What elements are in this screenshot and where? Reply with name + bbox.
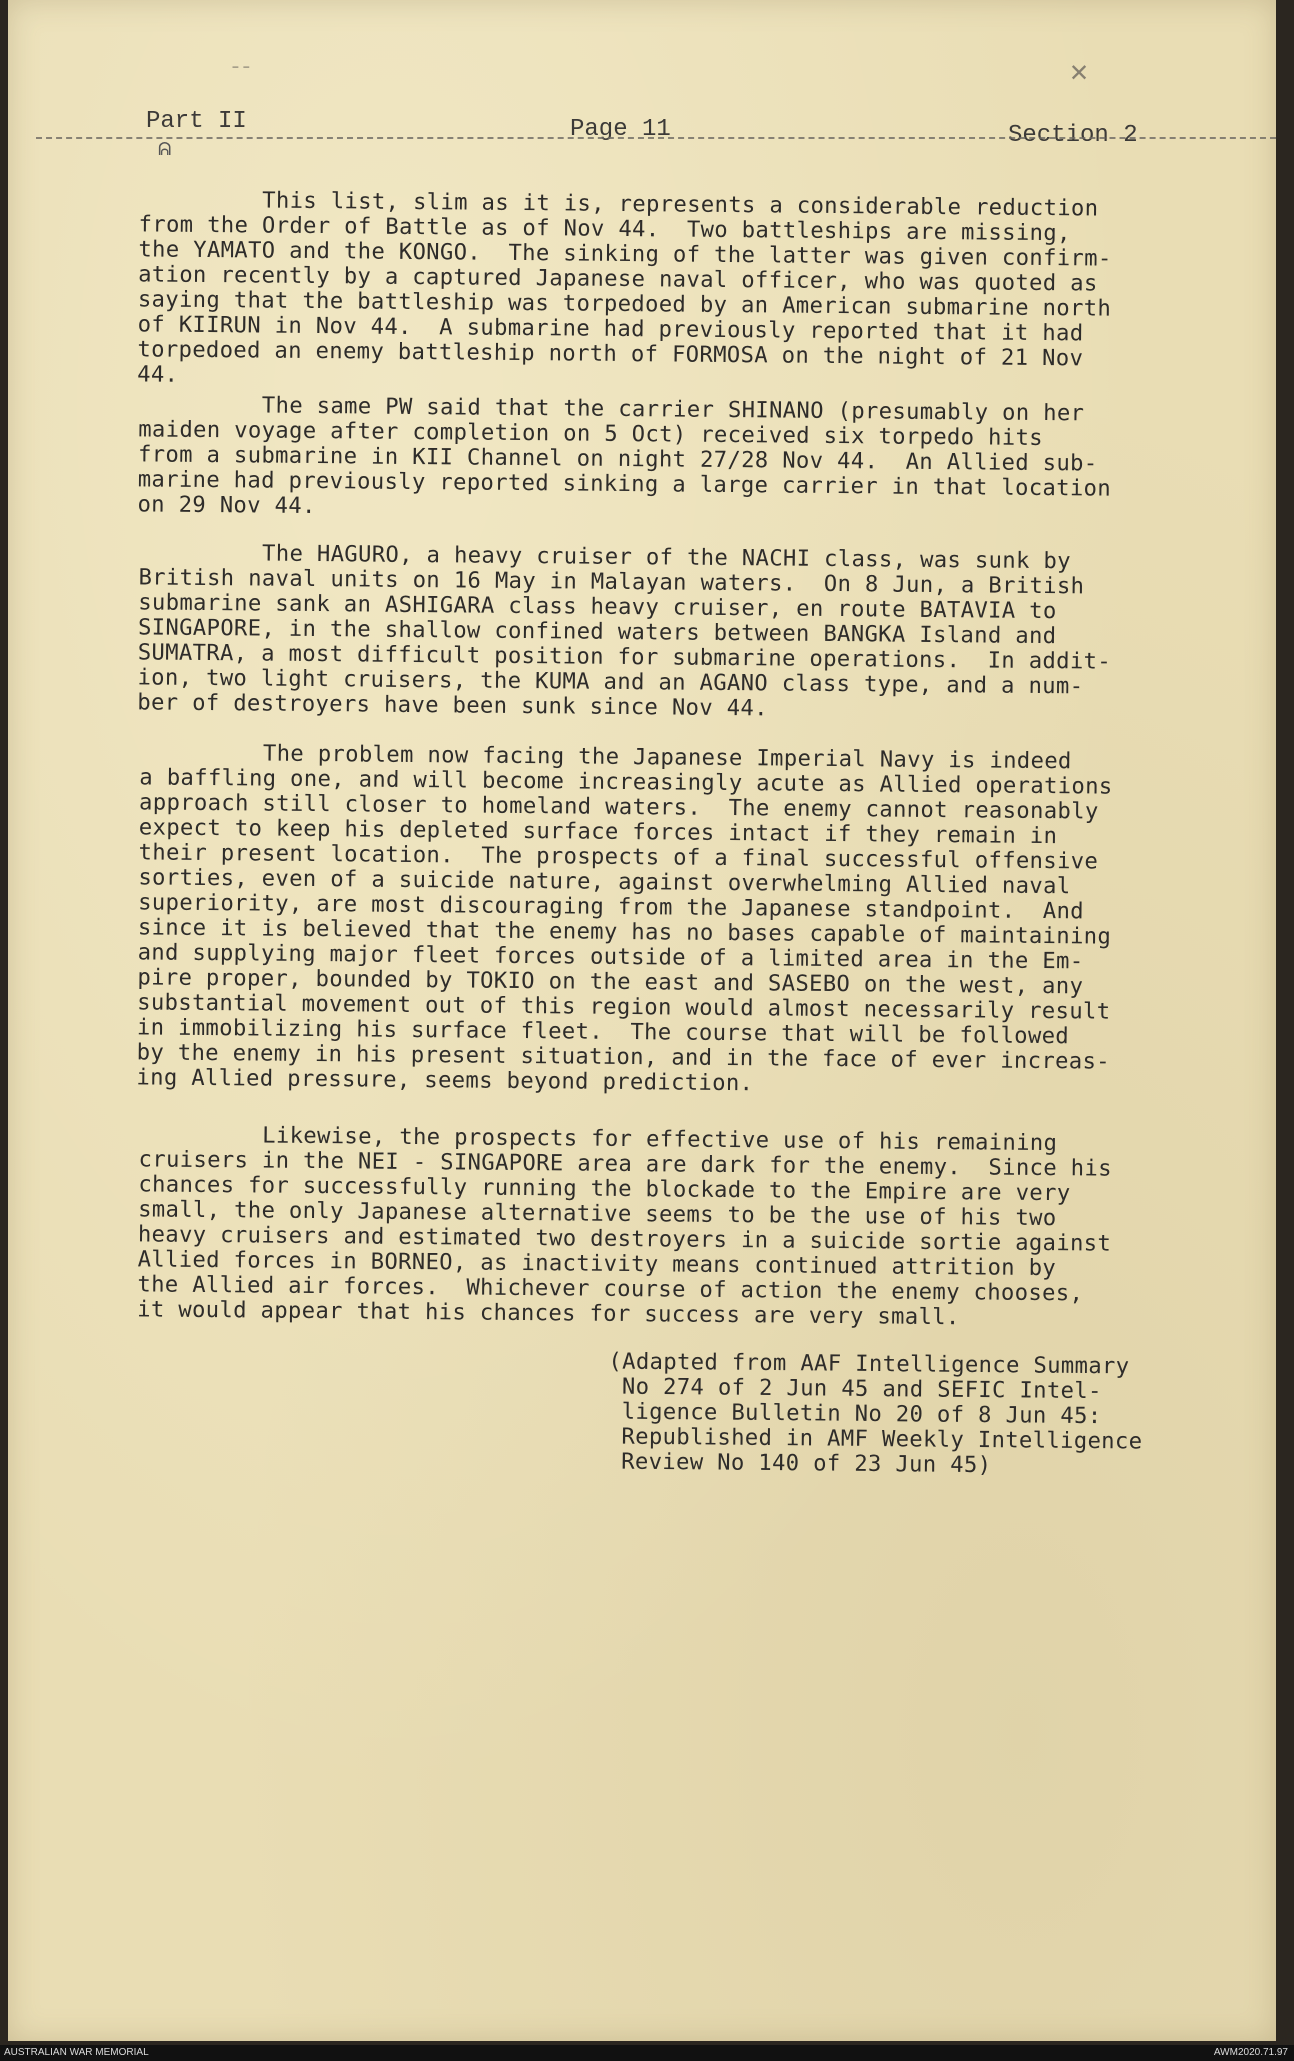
source-note: (Adapted from AAF Intelligence Summary No 274 of 2 Jun 45 and SEFIC Intel- ligence Bulletin No 20 of 8 Jun 45: Republished in AMF Weekly Intelligence Review No 140 of 23 Jun 45) bbox=[607, 1348, 1143, 1479]
archive-footer bbox=[0, 2045, 1294, 2061]
document-page bbox=[8, 0, 1276, 2041]
part-label: Part II bbox=[146, 108, 247, 135]
paragraph-2: The same PW said that the carrier SHINANO (presumably on her maiden voyage after completion on 5 Oct) received six torpedo hits from a submarine in KII Channel on night 27/28 Nov 44. An Allied sub- marine had previously reported sinking a large carrier in that location on 29 Nov 44. bbox=[137, 391, 1112, 520]
pencil-mark-right: ✕ bbox=[1070, 57, 1089, 91]
page-header bbox=[146, 108, 1146, 148]
archive-name: AUSTRALIAN WAR MEMORIAL bbox=[4, 2047, 149, 2058]
paragraph-5: Likewise, the prospects for effective use of his remaining cruisers in the NEI - SINGAPORE area are dark for the enemy. Since his chances for successfully running the blockade to the Empire are very small, the only Japanese alternative seems to be the use of his two heavy cruisers and estimated two destroyers in a suicide sortie against Allied forces in BORNEO, as inactivity means continued attrition by the Allied air forces. Whichever course of action the enemy chooses, it would appear that his chances for success are very small. bbox=[137, 1121, 1112, 1331]
handwritten-mark: ᕱ bbox=[158, 141, 172, 161]
pencil-mark-left: ⁻⁻ bbox=[230, 62, 252, 82]
paragraph-3: The HAGURO, a heavy cruiser of the NACHI class, was sunk by British naval units on 16 May in Malayan waters. On 8 Jun, a British submarine sank an ASHIGARA class heavy cruiser, en route BATAVIA to SINGAPORE, in the shallow confined waters between BANGKA Island and SUMATRA, a most difficult position for submarine operations. In addit- ion, two light cruisers, the KUMA and an AGANO class type, and a num- ber of destroyers have been sunk since Nov 44. bbox=[137, 539, 1112, 722]
paragraph-1: This list, slim as it is, represents a considerable reduction from the Order of Battle as of Nov 44. Two battleships are missing, the YAMATO and the KONGO. The sinking of the latter was given confirm- ation recently by a captured Japanese naval officer, who was quoted as saying that the battleship was torpedoed by an American submarine north of KIIRUN in Nov 44. A submarine had previously reported that it had torpedoed an enemy battleship north of FORMOSA on the night of 21 Nov 44. bbox=[137, 186, 1112, 388]
page-number: Page 11 bbox=[570, 116, 671, 143]
section-label: Section 2 bbox=[1008, 122, 1138, 149]
archive-reference: AWM2020.71.97 bbox=[1213, 2047, 1288, 2058]
paragraph-4: The problem now facing the Japanese Imperial Navy is indeed a baffling one, and will become increasingly acute as Allied operations approach still closer to homeland waters. The enemy cannot reasonably expect to keep his depleted surface forces intact if they remain in their present location. The prospects of a final successful offensive sorties, even of a suicide nature, against overwhelming Allied naval superiority, are most discouraging from the Japanese standpoint. And since it is believed that the enemy has no bases capable of maintaining and supplying major fleet forces outside of a limited area in the Em- pire proper, bounded by TOKIO on the east and SASEBO on the west, any substantial movement out of this region would almost necessarily result in immobilizing his surface fleet. The course that will be followed by the enemy in his present situation, and in the face of ever increas- ing Allied pressure, seems beyond prediction. bbox=[136, 739, 1113, 1097]
header-divider bbox=[36, 137, 1276, 139]
